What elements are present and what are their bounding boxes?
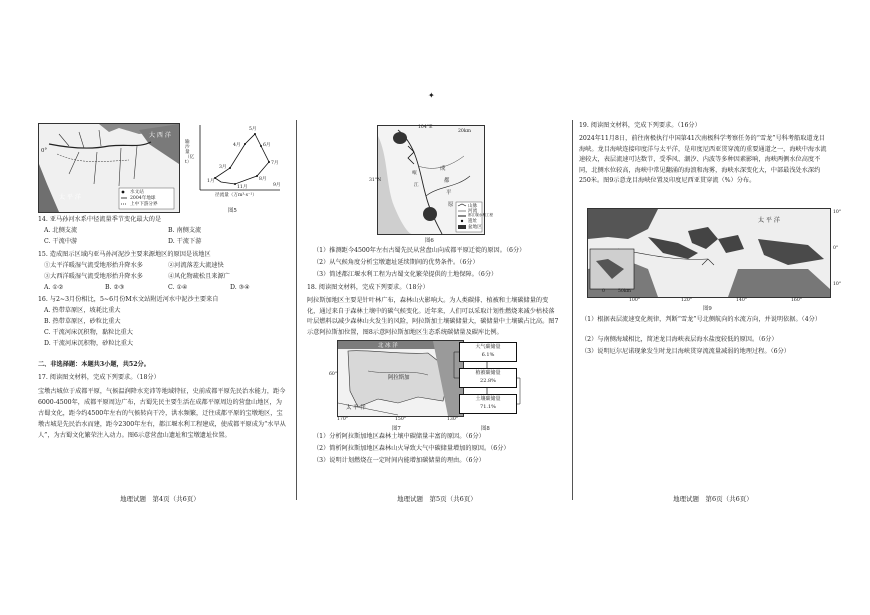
question-16-stem: 16. 与2~3月份相比，5~6月份M水文站附近河水中泥沙主要来自 — [38, 296, 219, 303]
option: ②河流落差大流速快 — [168, 262, 224, 269]
option: ④风化物疏松且来源广 — [168, 273, 230, 280]
carbon-box-name: 大气碳储量 — [475, 344, 501, 350]
page-4 — [0, 0, 295, 615]
map-lat-label: 10° — [833, 282, 842, 287]
map-scale-label: 0 — [602, 289, 605, 294]
carbon-box-pct: 22.8% — [480, 378, 496, 384]
graph-point-label: 4月 — [233, 143, 241, 148]
map-place-label: 成 — [440, 166, 446, 172]
graph-point-label: 8月 — [259, 177, 267, 182]
option: D. 干流河床沉积物，砂粒比重大 — [44, 340, 134, 347]
map-sea-label: 大 西 洋 — [149, 132, 171, 139]
map-lon-label: 100° — [629, 298, 641, 303]
graph-ylabel: 输沙量（亿t） — [185, 140, 195, 165]
map-place-label: 平 — [446, 190, 452, 196]
option: C. 干流中游 — [44, 238, 78, 245]
question-18-item: （3）说明计划燃烧在一定时间内能增加碳储量的理由。（6分） — [313, 457, 485, 464]
question-17-heading: 17. 阅读图文材料，完成下列要求。（18分） — [38, 374, 160, 381]
question-19-item: （3）说明厄尔尼诺现象发生时龙目海峡贯穿流流量减弱的地理过程。（6分） — [581, 348, 790, 355]
graph-point-label: 3月 — [219, 165, 227, 170]
carbon-box — [459, 394, 517, 414]
map-lon-label: 130° — [447, 417, 459, 422]
section-heading: 二、非选择题：本题共3小题，共52分。 — [38, 361, 150, 368]
question-17-item: （1）推测距今4500年左右古蜀先民从营盘山向成都平原迁徙的原因。（6分） — [313, 247, 526, 254]
page-6 — [573, 0, 870, 615]
alaska-map — [337, 340, 464, 417]
question-17-item: （3）简述都江堰水利工程为古蜀文化繁荣提供的土地保障。（6分） — [313, 271, 498, 278]
option: A. 北侧支流 — [44, 227, 78, 234]
choice: D. ③④ — [230, 284, 250, 291]
option: ③大西洋暖湿气流受地形抬升降水多 — [44, 273, 143, 280]
page-5 — [297, 0, 572, 615]
map-lat-label: 0° — [41, 148, 48, 154]
map-ocean-label: 太 平 洋 — [758, 217, 780, 224]
map-lat-label: 60° — [329, 372, 338, 377]
map-sea-label: 北 冰 洋 — [378, 343, 398, 349]
question-19-material: 2024年11月8日，前往南极执行中国第41次南极科学考察任务的“雪龙”号科考船取道龙目海峡。龙目海峡连接印度洋与太平洋，是印度尼西亚贯穿流的重要通道之一，海峡中海水流速较大，表层流速可达数节，受季风、潮汐、内波等多种因素影响，海峡两侧水位高度不同，北侧水位较高，海峡中常见翻涌的海浪和海雾，海峡水深变化大，中部最浅处水深约250米。图9示意龙目海峡位置及印度尼西亚贯穿流（%）分布。 — [579, 135, 827, 184]
map-lon-label: 170° — [337, 417, 349, 422]
option: D. 干流下游 — [168, 238, 202, 245]
choice: C. ①④ — [168, 284, 188, 291]
graph-xlabel: 径流量（万m³·s⁻¹） — [215, 193, 257, 198]
map-scale-label: 20km — [458, 129, 471, 134]
figure-caption: 图9 — [703, 306, 712, 312]
page-mark: ✦ — [428, 91, 435, 100]
question-19-item: （1）根据表层流速变化规律，判断“雪龙”号北侧航向的水流方向，并说明依据。（4分） — [581, 316, 822, 323]
indonesia-throughflow-map — [587, 208, 831, 298]
graph-drawing — [185, 120, 290, 215]
graph-point-label: 9月 — [273, 183, 281, 188]
figure-caption: 图8 — [481, 426, 490, 432]
question-15-stem: 15. 造成图示区域内亚马孙河泥沙主要来源地区的原因是该地区 — [38, 251, 211, 258]
carbon-box — [459, 368, 517, 388]
question-19-item: （2）与南侧海域相比，简述龙目海峡表层海水盐度较低的原因。（6分） — [581, 336, 778, 343]
map-lon-label: 150° — [395, 417, 407, 422]
graph-point-label: 5月 — [249, 127, 257, 132]
carbon-box-pct: 6.1% — [481, 352, 495, 358]
map-region-label: 阿拉斯加 — [388, 375, 410, 381]
legend-item: 上中下游分界 — [130, 202, 158, 207]
carbon-storage-diagram — [457, 340, 517, 420]
figure-caption: 图7 — [392, 426, 401, 432]
question-14-stem: 14. 亚马孙河水系中径流量季节变化最大的是 — [38, 216, 162, 223]
option: C. 干流河床沉积物，黏粒比重大 — [44, 329, 133, 336]
legend-item: 都江堰水利工程 — [468, 213, 494, 217]
choice: B. ②③ — [105, 284, 125, 291]
option: B. 南侧支流 — [168, 227, 202, 234]
choice: A. ①② — [44, 284, 64, 291]
map-sea-label: 太 平 洋 — [59, 194, 81, 201]
amazon-basin-map — [38, 123, 180, 213]
question-18-heading: 18. 阅读图文材料，完成下列要求。（18分） — [307, 284, 429, 291]
page-footer: 地理试题 第6页（共6页） — [673, 495, 753, 503]
page-footer: 地理试题 第4页（共6页） — [120, 495, 200, 503]
map-place-label: 都 — [444, 178, 450, 184]
option: ①太平洋暖湿气流受地形抬升降水多 — [44, 262, 143, 269]
graph-point-label: 11月 — [237, 185, 248, 190]
legend-item: 水文站 — [130, 190, 144, 195]
map-place-label: 江 — [414, 183, 419, 188]
map-lat-label: 10° — [833, 210, 842, 215]
figure-caption: 图5 — [228, 208, 237, 214]
figure-caption: 图6 — [425, 238, 434, 244]
carbon-box-pct: 71.1% — [480, 404, 496, 410]
legend-item: 河流 — [468, 209, 478, 214]
carbon-box-name: 植被碳储量 — [475, 370, 501, 376]
map-place-label: 岷 — [412, 171, 417, 176]
legend-item: 2004年地球 — [130, 196, 156, 201]
question-18-material: 阿拉斯加地区主要是针叶林广布，森林山火影响大。为人类碳排、植被和土壤碳储量的变化，通过来自于森林土壤中的碳气候变化。近年来，人们可以采取计划性燃烧来减少枯枝落叶层燃料以减少森林山火发生的风险，阿拉斯加土壤碳储量大，碳储量中土壤碳占比高。图7示意阿拉斯加位置，图8示意阿拉斯加地区生态系统碳储量及碳库比例。 — [307, 297, 559, 336]
legend-item: 盆地区 — [468, 225, 482, 230]
sediment-runoff-graph — [185, 120, 290, 215]
map-lat-label: 0° — [833, 246, 839, 251]
legend-item: 山脉 — [468, 204, 478, 209]
map-sea-label: 太 平 洋 — [346, 405, 366, 411]
graph-point-label: 6月 — [263, 143, 271, 148]
map-lon-label: 120° — [681, 298, 693, 303]
map-lon-label: 160° — [791, 298, 803, 303]
map-place-label: 原 — [448, 202, 454, 208]
question-18-item: （2）简析阿拉斯加地区森林山火导致大气中碳储量增加的原因。（6分） — [313, 445, 510, 452]
map-lon-label: 104°E — [418, 125, 433, 130]
map-lon-label: 140° — [736, 298, 748, 303]
graph-point-label: 1月 — [207, 179, 215, 184]
option: B. 热带草原区，砂粒比重大 — [44, 318, 121, 325]
map-scale-label: 50km — [618, 289, 631, 294]
legend-item: 遗址 — [468, 219, 478, 224]
sichuan-site-map — [377, 125, 494, 235]
question-18-item: （1）分析阿拉斯加地区森林土壤中碳储量丰富的原因。（6分） — [313, 433, 485, 440]
question-17-item: （2）从气候角度分析宝墩遗址延续期间的优势条件。（6分） — [313, 259, 479, 266]
question-17-material: 宝墩古城位于成都平原，气候温润降水充沛等地域特征，史前成都平原先民治水能力，距今6000-4500年，成都平原周边广布，古蜀先民主要生活在成都平原周边的营盘山地区，为古蜀文化，距今约4500年左右的气候转向干冷，洪水频繁，迁往成都平原的宝墩地区，宝墩古城是先民治水而建，距今2300年左右，都江堰水利工程建成，使成都平原成为“水旱从人”，为古蜀文化繁荣注入动力。图6示意营盘山遗址和宝墩遗址位置。 — [38, 388, 286, 439]
question-19-heading: 19. 阅读图文材料，完成下列要求。（16分） — [579, 122, 701, 129]
map-lat-label: 31°N — [369, 178, 382, 183]
carbon-box — [459, 342, 517, 362]
graph-point-label: 7月 — [271, 161, 279, 166]
page-footer: 地理试题 第5页（共6页） — [397, 495, 477, 503]
carbon-box-name: 土壤碳储量 — [475, 396, 501, 402]
indonesia-map-drawing — [588, 209, 830, 297]
option: A. 热带草原区，坡耗比重大 — [44, 307, 121, 314]
